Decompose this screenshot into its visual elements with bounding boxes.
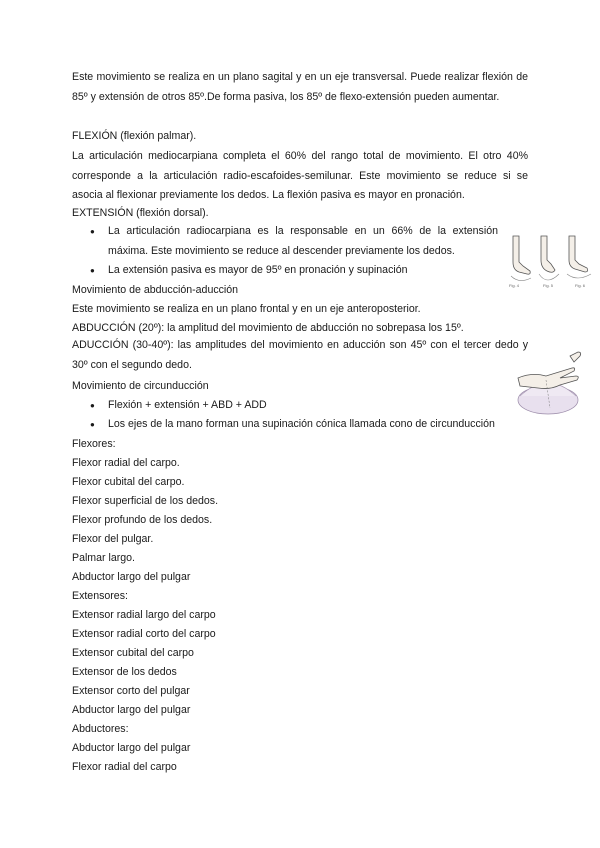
abduccion-line: ABDUCCIÓN (20º): la amplitud del movimiento de abducción no sobrepasa los 15º. [72, 322, 464, 334]
extension-bullet-1: La articulación radiocarpiana es la responsable en un 66% de la extensión máxima. Este movimiento se reduce al descender previamente los dedos. [108, 225, 498, 257]
bullet-icon: ● [90, 227, 95, 236]
bullet-icon: ● [90, 401, 95, 410]
wrist-flexion-extension-figure [505, 234, 595, 290]
extensor-item: Extensor corto del pulgar [72, 685, 190, 697]
flexor-item: Flexor radial del carpo. [72, 457, 180, 469]
flexores-heading: Flexores: [72, 438, 116, 450]
flexor-item: Flexor del pulgar. [72, 533, 154, 545]
extensor-item: Abductor largo del pulgar [72, 704, 191, 716]
circ-bullet-2: Los ejes de la mano forman una supinación cónica llamada cono de circunducción [108, 418, 495, 430]
aduccion-paragraph: ADUCCIÓN (30-40º): las amplitudes del movimiento en aducción son 45º con el tercer dedo y 30º con el segundo dedo. [72, 339, 528, 371]
abd-add-paragraph: Este movimiento se realiza en un plano frontal y en un eje anteroposterior. [72, 303, 421, 315]
figure-label: Fig. 6 [575, 283, 586, 288]
flexor-item: Flexor superficial de los dedos. [72, 495, 219, 507]
circ-bullet-1: Flexión + extensión + ABD + ADD [108, 399, 267, 411]
abductor-item: Flexor radial del carpo [72, 761, 177, 773]
intro-paragraph: Este movimiento se realiza en un plano sagital y en un eje transversal. Puede realizar flexión de 85º y extensión de otros 85º.De forma pasiva, los 85º de flexo-extensión pueden aumentar. [72, 71, 528, 103]
figure-label: Fig. 4 [509, 283, 520, 288]
flexion-paragraph: La articulación mediocarpiana completa el 60% del rango total de movimiento. El otro 40% corresponde a la articulación radio-escafoides-semilunar. Este movimiento se reduce si se asocia al flexionar previamente los dedos. La flexión pasiva es mayor en pronación. [72, 150, 528, 201]
abductor-item: Abductor largo del pulgar [72, 742, 191, 754]
bullet-icon: ● [90, 420, 95, 429]
flexor-item: Flexor cubital del carpo. [72, 476, 185, 488]
flexion-heading: FLEXIÓN (flexión palmar). [72, 130, 197, 142]
circ-heading: Movimiento de circunducción [72, 380, 209, 392]
extensor-item: Extensor radial largo del carpo [72, 609, 216, 621]
circumduction-cone-figure [510, 350, 594, 418]
flexor-item: Palmar largo. [72, 552, 135, 564]
abductores-heading: Abductores: [72, 723, 129, 735]
extensor-item: Extensor de los dedos [72, 666, 177, 678]
extensores-heading: Extensores: [72, 590, 128, 602]
figure-label: Fig. 5 [543, 283, 554, 288]
flexor-item: Flexor profundo de los dedos. [72, 514, 213, 526]
extension-heading: EXTENSIÓN (flexión dorsal). [72, 207, 209, 219]
abd-add-heading: Movimiento de abducción-aducción [72, 284, 239, 296]
extension-bullet-2: La extensión pasiva es mayor de 95º en pronación y supinación [108, 264, 408, 276]
flexor-item: Abductor largo del pulgar [72, 571, 191, 583]
extensor-item: Extensor radial corto del carpo [72, 628, 216, 640]
bullet-icon: ● [90, 266, 95, 275]
extensor-item: Extensor cubital del carpo [72, 647, 194, 659]
